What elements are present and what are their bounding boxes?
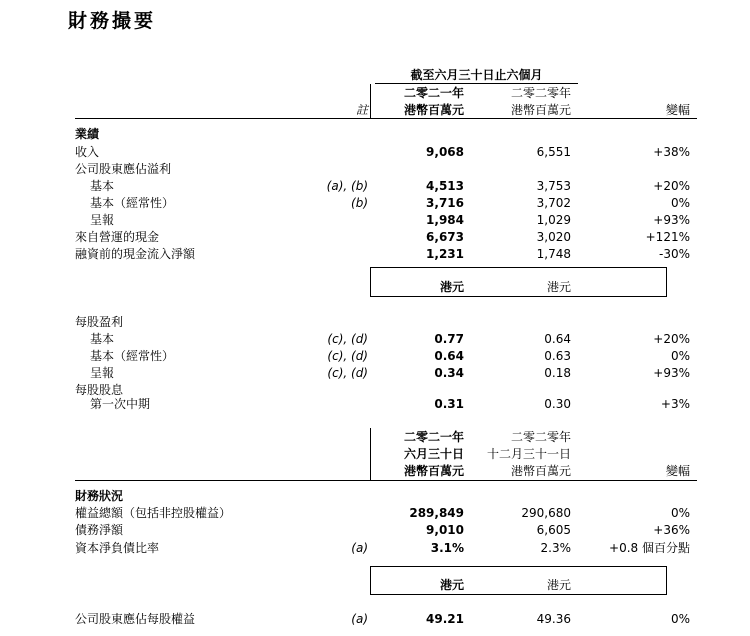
unit-prev-hkd: 港元 [546,578,571,592]
unit-cur-hkd: 港元 [439,578,464,592]
period-header: 截至六月三十日止六個月 [410,68,543,82]
change-header: 變幅 [665,464,690,478]
year-2021-header: 二零二一年 [403,430,464,444]
unit-prev-header: 港幣百萬元 [510,103,571,117]
page-title: 財務撮要 [68,10,157,32]
value-change: 0% [670,349,690,363]
value-previous: 0.30 [544,397,571,411]
row-label: 融資前的現金流入淨額 [75,247,196,261]
value-previous: 3,702 [536,196,571,210]
divider [75,480,697,481]
row-note: (c), (d) [327,366,368,380]
value-current: 0.64 [434,349,464,363]
value-previous: 2.3% [540,541,571,555]
value-current: 9,068 [426,145,464,159]
value-change: +0.8 個百分點 [609,541,690,555]
value-previous: 6,551 [536,145,571,159]
date-2020-header: 十二月三十一日 [486,447,571,461]
column-divider [370,428,371,480]
column-divider [370,267,371,296]
value-previous: 1,748 [536,247,571,261]
divider [370,296,667,297]
row-label: 基本（經常性） [90,196,175,210]
value-change: +20% [653,332,690,346]
value-previous: 0.63 [544,349,571,363]
divider [75,118,697,119]
row-label: 資本淨負債比率 [75,541,160,555]
row-label: 基本（經常性） [90,349,175,363]
value-current: 3.1% [430,541,464,555]
value-change: 0% [670,612,690,626]
change-header: 變幅 [665,103,690,117]
value-current: 0.77 [434,332,464,346]
value-change: 0% [670,506,690,520]
financial-heading: 財務狀況 [75,489,124,503]
divider [370,566,667,567]
value-previous: 49.36 [536,612,571,626]
row-label: 權益總額（包括非控股權益） [75,506,232,520]
row-note: (a) [351,541,368,555]
column-divider [370,566,371,595]
value-current: 4,513 [426,179,464,193]
row-label: 每股盈利 [75,315,124,329]
value-current: 0.34 [434,366,464,380]
row-label: 收入 [75,145,100,159]
value-change: +36% [653,523,690,537]
value-current: 1,984 [426,213,464,227]
value-previous: 0.64 [544,332,571,346]
divider [370,594,667,595]
value-current: 0.31 [434,397,464,411]
results-heading: 業績 [75,127,100,141]
row-note: (c), (d) [327,349,368,363]
row-label: 呈報 [90,366,115,380]
value-current: 6,673 [426,230,464,244]
row-label: 每股股息 [75,383,124,397]
row-note: (c), (d) [327,332,368,346]
divider [375,83,578,84]
column-divider [666,566,667,595]
value-previous: 6,605 [536,523,571,537]
year-2020-header: 二零二零年 [510,86,571,100]
value-change: -30% [658,247,690,261]
value-previous: 0.18 [544,366,571,380]
value-current: 9,010 [426,523,464,537]
unit-cur-hkd: 港元 [439,280,464,294]
row-label: 來自營運的現金 [75,230,160,244]
year-2021-header: 二零二一年 [403,86,464,100]
value-previous: 1,029 [536,213,571,227]
unit-prev-hkd: 港元 [546,280,571,294]
value-previous: 3,020 [536,230,571,244]
divider [370,267,667,268]
value-change: +121% [645,230,690,244]
row-label: 基本 [90,332,115,346]
row-label: 債務淨額 [75,523,124,537]
row-label: 公司股東應佔每股權益 [75,612,196,626]
row-note: (a), (b) [326,179,368,193]
unit-prev-header: 港幣百萬元 [510,464,571,478]
row-label: 基本 [90,179,115,193]
value-change: +20% [653,179,690,193]
value-change: +38% [653,145,690,159]
row-label: 公司股東應佔溢利 [75,162,172,176]
unit-cur-header: 港幣百萬元 [403,103,464,117]
value-current: 3,716 [426,196,464,210]
value-current: 49.21 [426,612,464,626]
row-note: (a) [351,612,368,626]
row-label: 第一次中期 [90,397,151,411]
value-current: 1,231 [426,247,464,261]
value-previous: 290,680 [521,506,571,520]
date-2021-header: 六月三十日 [403,447,464,461]
value-current: 289,849 [409,506,464,520]
column-divider [666,267,667,296]
value-change: 0% [670,196,690,210]
value-previous: 3,753 [536,179,571,193]
value-change: +93% [653,366,690,380]
unit-cur-header: 港幣百萬元 [403,464,464,478]
column-divider [370,84,371,118]
note-column-header: 註 [355,103,368,117]
value-change: +93% [653,213,690,227]
year-2020-header: 二零二零年 [510,430,571,444]
value-change: +3% [660,397,690,411]
row-label: 呈報 [90,213,115,227]
row-note: (b) [351,196,368,210]
